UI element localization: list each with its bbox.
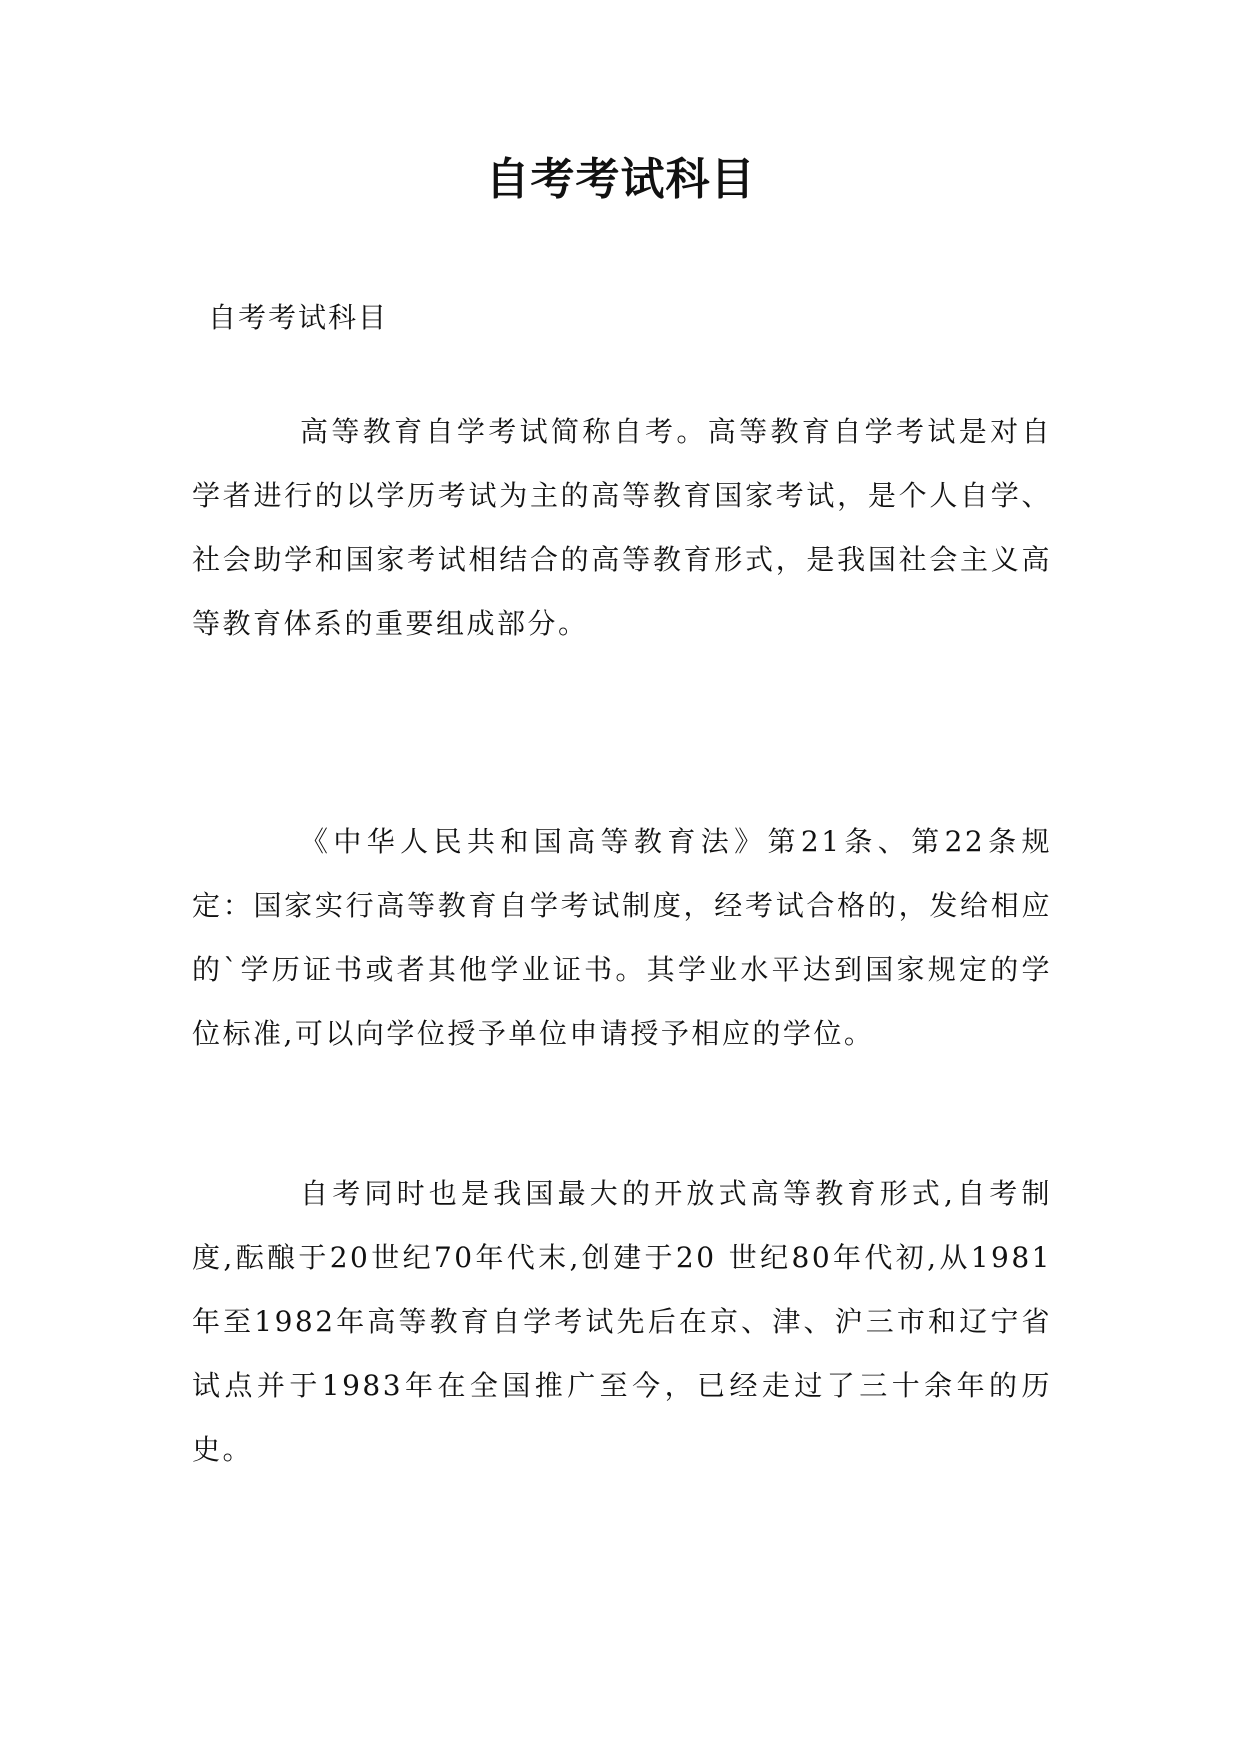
document-title: 自考考试科目 [485, 154, 756, 205]
paragraph-history: 自考同时也是我国最大的开放式高等教育形式,自考制度,酝酿于20世纪70年代末,创建于20 世纪80年代初,从1981年至1982年高等教育自学考试先后在京、津、沪三市和辽宁省试点并于1983年在全国推广至今，已经走过了三十余年的历史。 [192, 1177, 1052, 1466]
paragraph-intro: 高等教育自学考试简称自考。高等教育自学考试是对自学者进行的以学历考试为主的高等教育国家考试，是个人自学、社会助学和国家考试相结合的高等教育形式，是我国社会主义高等教育体系的重要组成部分。 [192, 415, 1052, 640]
document-subtitle: 自考考试科目 [208, 301, 389, 334]
paragraph-law: 《中华人民共和国高等教育法》第21条、第22条规定：国家实行高等教育自学考试制度，经考试合格的，发给相应的`学历证书或者其他学业证书。其学业水平达到国家规定的学位标准,可以向学位授予单位申请授予相应的学位。 [192, 825, 1052, 1050]
